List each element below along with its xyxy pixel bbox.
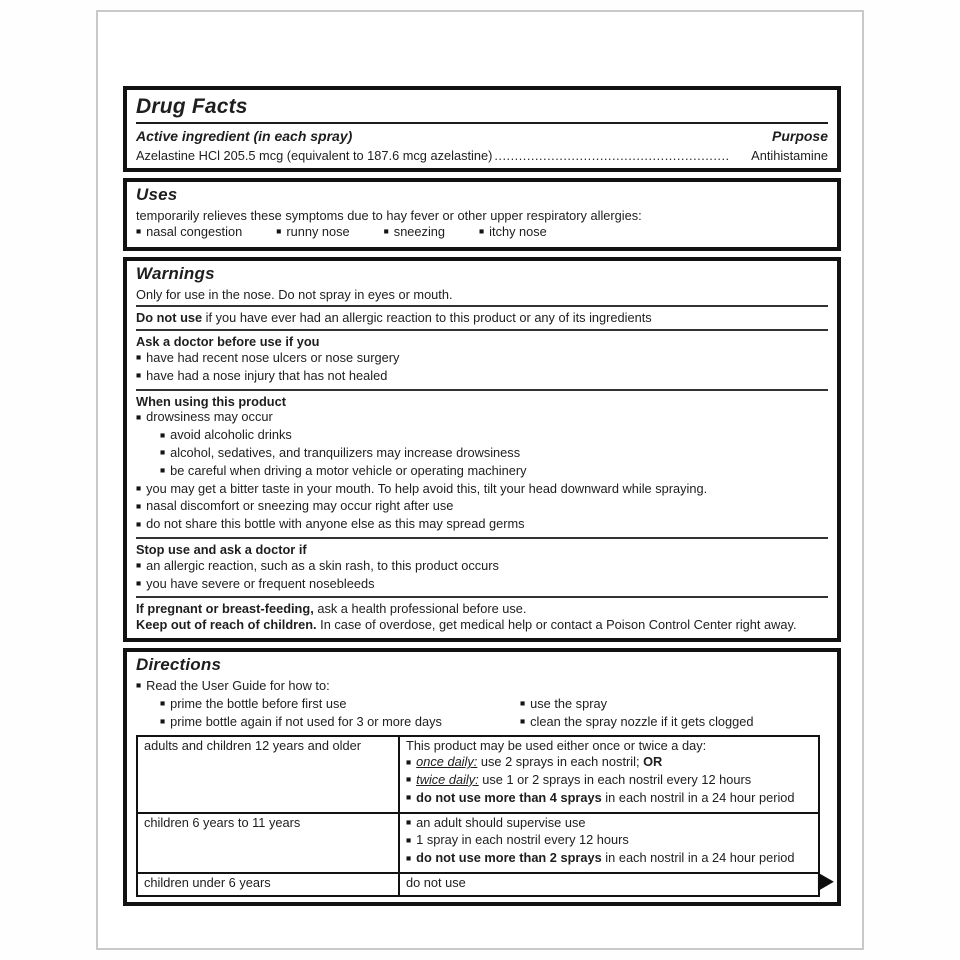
pregnant-bold: If pregnant or breast-feeding, [136,601,314,617]
list-item [136,427,828,445]
list-item [136,558,828,576]
bullet-icon: ■ [479,226,485,237]
list-item-text: prime the bottle before first use [170,695,347,711]
symptom-text: itchy nose [489,223,547,239]
list-item-text: use 2 sprays in each nostril; [477,754,644,770]
list-item [136,481,828,499]
list-item [406,815,812,833]
list-item [136,678,828,696]
dose-cell [399,736,819,812]
list-item [406,790,812,808]
list-item [406,850,812,868]
dose-cell [399,813,819,873]
section-warnings [123,257,841,642]
warnings-heading: Warnings [136,263,215,283]
age-cell: adults and children 12 years and older [137,736,399,812]
list-item [136,576,828,594]
list-item-text: drowsiness may occur [146,409,273,425]
list-item [479,224,547,242]
dose-text: do not use [406,874,466,890]
underlined-text: once daily: [416,754,478,770]
bullet-icon: ■ [136,518,142,529]
ingredient-text: Azelastine HCl 205.5 mcg (equivalent to 187.6 mcg azelastine) [136,148,493,163]
bullet-icon: ■ [406,852,412,863]
list-item [136,350,828,368]
list-item-text: an adult should supervise use [416,814,586,830]
dose-intro: This product may be used either once or twice a day: [406,738,707,754]
active-ingredient-header-row [136,128,828,144]
bullet-icon: ■ [406,792,412,803]
section-directions [123,648,841,906]
active-ingredient-heading: Active ingredient (in each spray) [136,128,353,144]
list-item [136,445,828,463]
drug-facts-label [123,86,841,906]
subsection-divider [136,329,828,331]
list-item-text: clean the spray nozzle if it gets clogged [530,713,754,729]
list-item [136,368,828,386]
list-item-text: avoid alcoholic drinks [170,427,292,443]
bullet-icon: ■ [406,817,412,828]
bullet-icon: ■ [136,578,142,589]
uses-symptom-list [136,224,828,242]
bullet-icon: ■ [136,226,142,237]
list-item [384,224,445,242]
pregnant-rest: ask a health professional before use. [313,601,527,617]
list-item [136,498,828,516]
list-item-text: in each nostril in a 24 hour period [601,850,795,866]
keep-out-rest: In case of overdose, get medical help or contact a Poison Control Center right away. [316,617,797,633]
bullet-icon: ■ [406,774,412,785]
drug-facts-title: Drug Facts [136,95,248,118]
document-page [96,10,864,950]
list-item [136,409,828,427]
bullet-icon: ■ [160,429,166,440]
list-item-text: have had recent nose ulcers or nose surgery [146,349,400,365]
dosing-table [136,735,820,896]
symptom-text: runny nose [286,223,350,239]
stop-use-heading: Stop use and ask a doctor if [136,541,307,557]
do-not-use-bold: Do not use [136,310,203,326]
bullet-icon: ■ [136,560,142,571]
list-item [136,463,828,481]
bullet-icon: ■ [520,716,526,727]
bullet-icon: ■ [136,500,142,511]
table-row [137,736,819,812]
list-item [406,772,812,790]
underlined-text: twice daily: [416,771,479,787]
bullet-icon: ■ [136,680,142,691]
keep-out-line [136,617,828,633]
bullet-icon: ■ [136,483,142,494]
list-item-text: nasal discomfort or sneezing may occur right after use [146,498,454,514]
bullet-icon: ■ [160,716,166,727]
list-item [276,224,349,242]
section-uses [123,178,841,251]
list-item [406,832,812,850]
list-item-text: in each nostril in a 24 hour period [601,789,795,805]
bullet-icon: ■ [520,698,526,709]
bold-text: do not use more than 2 sprays [416,850,602,866]
ask-doctor-heading: Ask a doctor before use if you [136,334,320,350]
bullet-icon: ■ [160,465,166,476]
purpose-heading: Purpose [771,128,828,144]
list-item [160,696,520,714]
subsection-divider [136,305,828,307]
bullet-icon: ■ [406,834,412,845]
list-item-text: have had a nose injury that has not healed [146,367,388,383]
bold-text: OR [643,754,663,770]
list-item [520,714,828,732]
do-not-use-rest: if you have ever had an allergic reaction to this product or any of its ingredients [202,310,652,326]
bold-text: do not use more than 4 sprays [416,789,602,805]
list-item [160,714,520,732]
age-cell: children under 6 years [137,873,399,896]
do-not-use-line [136,310,828,326]
bullet-icon: ■ [383,226,389,237]
list-item-text: be careful when driving a motor vehicle or operating machinery [170,462,527,478]
ingredient-row [136,148,828,163]
list-item-text: alcohol, sedatives, and tranquilizers may increase drowsiness [170,444,521,460]
section-drug-facts [123,86,841,172]
list-item-text: use 1 or 2 sprays in each nostril every 12 hours [478,771,752,787]
subsection-divider [136,389,828,391]
subsection-divider [136,596,828,598]
list-item-text: 1 spray in each nostril every 12 hours [416,832,629,848]
list-item-text: an allergic reaction, such as a skin rash, to this product occurs [146,557,499,573]
symptom-text: nasal congestion [146,223,243,239]
user-guide-grid [136,696,828,732]
list-item-text: use the spray [530,695,607,711]
bullet-icon: ■ [136,411,142,422]
when-using-heading: When using this product [136,393,286,409]
bullet-icon: ■ [136,352,142,363]
age-cell: children 6 years to 11 years [137,813,399,873]
uses-intro: temporarily relieves these symptoms due to hay fever or other upper respiratory allergies: [136,208,642,223]
list-item [136,224,242,242]
uses-heading: Uses [136,185,178,204]
list-item [520,696,828,714]
list-item [406,754,812,772]
list-item-text: you may get a bitter taste in your mouth. To help avoid this, tilt your head downward while spraying. [146,480,708,496]
dose-cell [399,873,819,896]
directions-heading: Directions [136,654,222,674]
bullet-icon: ■ [160,447,166,458]
warnings-nose-only: Only for use in the nose. Do not spray in eyes or mouth. [136,286,453,302]
keep-out-bold: Keep out of reach of children. [136,617,317,633]
table-row [137,813,819,873]
pregnant-line [136,601,828,617]
purpose-value: Antihistamine [751,148,828,163]
list-item-text: you have severe or frequent nosebleeds [146,575,375,591]
subsection-divider [136,537,828,539]
title-divider [136,122,828,124]
list-item-text: prime bottle again if not used for 3 or more days [170,713,442,729]
bullet-icon: ■ [406,756,412,767]
dotted-leader: .......................................................... [494,148,730,163]
bullet-icon: ■ [160,698,166,709]
bullet-icon: ■ [276,226,282,237]
bullet-icon: ■ [136,370,142,381]
list-item [136,516,828,534]
label-continue-arrow-icon: ▶ [817,866,834,894]
symptom-text: sneezing [393,223,446,239]
list-item-text: do not share this bottle with anyone else as this may spread germs [146,516,525,532]
table-row [137,873,819,896]
read-guide-text: Read the User Guide for how to: [146,677,330,693]
